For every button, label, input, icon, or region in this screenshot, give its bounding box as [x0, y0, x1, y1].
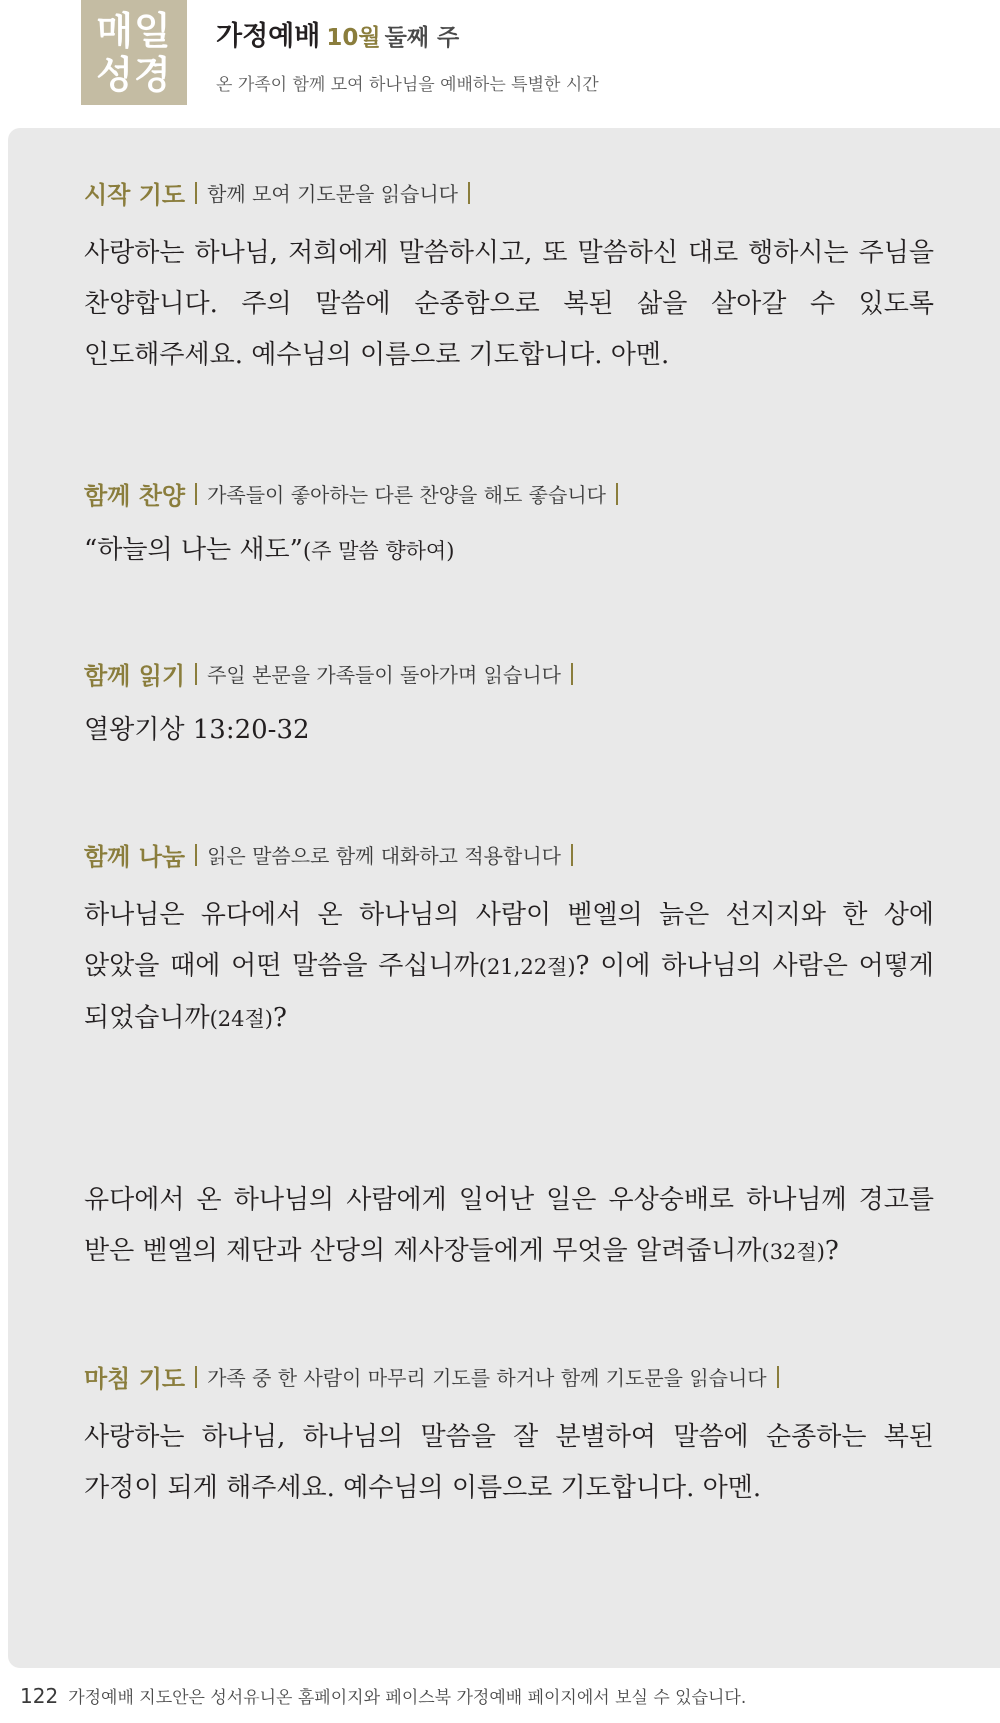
scripture-passage: 열왕기상 13:20-32 — [84, 715, 310, 745]
divider — [468, 182, 470, 204]
section-heading — [84, 1359, 934, 1394]
title-month: 10월 — [326, 25, 381, 51]
section-label: 시작 기도 — [84, 181, 186, 209]
divider — [195, 483, 197, 505]
divider — [616, 483, 618, 505]
section-label: 함께 찬양 — [84, 482, 186, 510]
divider — [571, 663, 573, 685]
divider — [195, 182, 197, 204]
divider — [571, 844, 573, 866]
section-sharing — [84, 837, 934, 1045]
page-title — [216, 14, 459, 53]
question-1 — [84, 890, 934, 1045]
footer-note: 가정예배 지도안은 성서유니온 홈페이지와 페이스북 가정예배 페이지에서 보실 수 있습니다. — [68, 1688, 747, 1708]
question-1-ref-1: (21,22절) — [478, 955, 576, 979]
section-label: 마침 기도 — [84, 1365, 186, 1393]
page-subtitle: 온 가족이 함께 모여 하나님을 예배하는 특별한 시간 — [216, 75, 599, 95]
divider — [195, 663, 197, 685]
section-opening-prayer — [84, 175, 934, 381]
question-1-part-c: ? — [273, 1003, 287, 1033]
divider — [777, 1366, 779, 1388]
page-number: 122 — [20, 1684, 59, 1708]
brand-logo — [81, 0, 187, 105]
section-sharing-q2 — [84, 1175, 934, 1278]
section-label: 함께 나눔 — [84, 843, 186, 871]
section-closing-prayer — [84, 1359, 934, 1514]
question-1-part-b: ? 이에 하나님의 사람은 어떻게 되었습니까 — [84, 951, 934, 1033]
section-heading — [84, 175, 934, 210]
section-desc: 가족들이 좋아하는 다른 찬양을 해도 좋습니다 — [207, 483, 606, 507]
section-heading — [84, 837, 934, 872]
prayer-text: 사랑하는 하나님, 하나님의 말씀을 잘 분별하여 말씀에 순종하는 복된 가정이 되게 해주세요. 예수님의 이름으로 기도합니다. 아멘. — [84, 1422, 934, 1503]
logo-line-2: 성경 — [96, 52, 172, 97]
section-reading — [84, 656, 934, 756]
song-note: (주 말씀 향하여) — [302, 539, 455, 563]
title-week: 둘째 주 — [384, 25, 460, 51]
prayer-text: 사랑하는 하나님, 저희에게 말씀하시고, 또 말씀하신 대로 행하시는 주님을 찬양합니다. 주의 말씀에 순종함으로 복된 삶을 살아갈 수 있도록 인도해주세요. 예수님의 이름으로 기도합니다. 아멘. — [84, 238, 934, 370]
question-2-part-a: 유다에서 온 하나님의 사람에게 일어난 일은 우상숭배로 하나님께 경고를 받은 벧엘의 제단과 산당의 제사장들에게 무엇을 알려줍니까 — [84, 1185, 934, 1266]
section-heading — [84, 476, 934, 511]
section-label: 함께 읽기 — [84, 662, 186, 690]
section-heading — [84, 656, 934, 691]
question-2-part-c: ? — [824, 1236, 839, 1266]
logo-line-1: 매일 — [96, 8, 172, 53]
question-2 — [84, 1175, 934, 1278]
song-line — [84, 525, 934, 577]
divider — [195, 1366, 197, 1388]
section-praise — [84, 476, 934, 577]
question-2-ref: (32절) — [761, 1240, 825, 1264]
title-text: 가정예배 — [216, 21, 321, 52]
question-1-part-a: 하나님은 유다에서 온 하나님의 사람이 벧엘의 늙은 선지지와 한 상에 앉았을 때에 어떤 말씀을 주십니까 — [84, 900, 934, 981]
question-1-ref-2: (24절) — [209, 1007, 273, 1031]
section-desc: 가족 중 한 사람이 마무리 기도를 하거나 함께 기도문을 읽습니다 — [207, 1366, 767, 1390]
divider — [195, 844, 197, 866]
page-footer — [20, 1683, 746, 1708]
section-desc: 읽은 말씀으로 함께 대화하고 적용합니다 — [207, 844, 561, 868]
song-title: “하늘의 나는 새도” — [84, 535, 303, 565]
section-desc: 주일 본문을 가족들이 돌아가며 읽습니다 — [207, 663, 561, 687]
section-desc: 함께 모여 기도문을 읽습니다 — [207, 182, 459, 206]
